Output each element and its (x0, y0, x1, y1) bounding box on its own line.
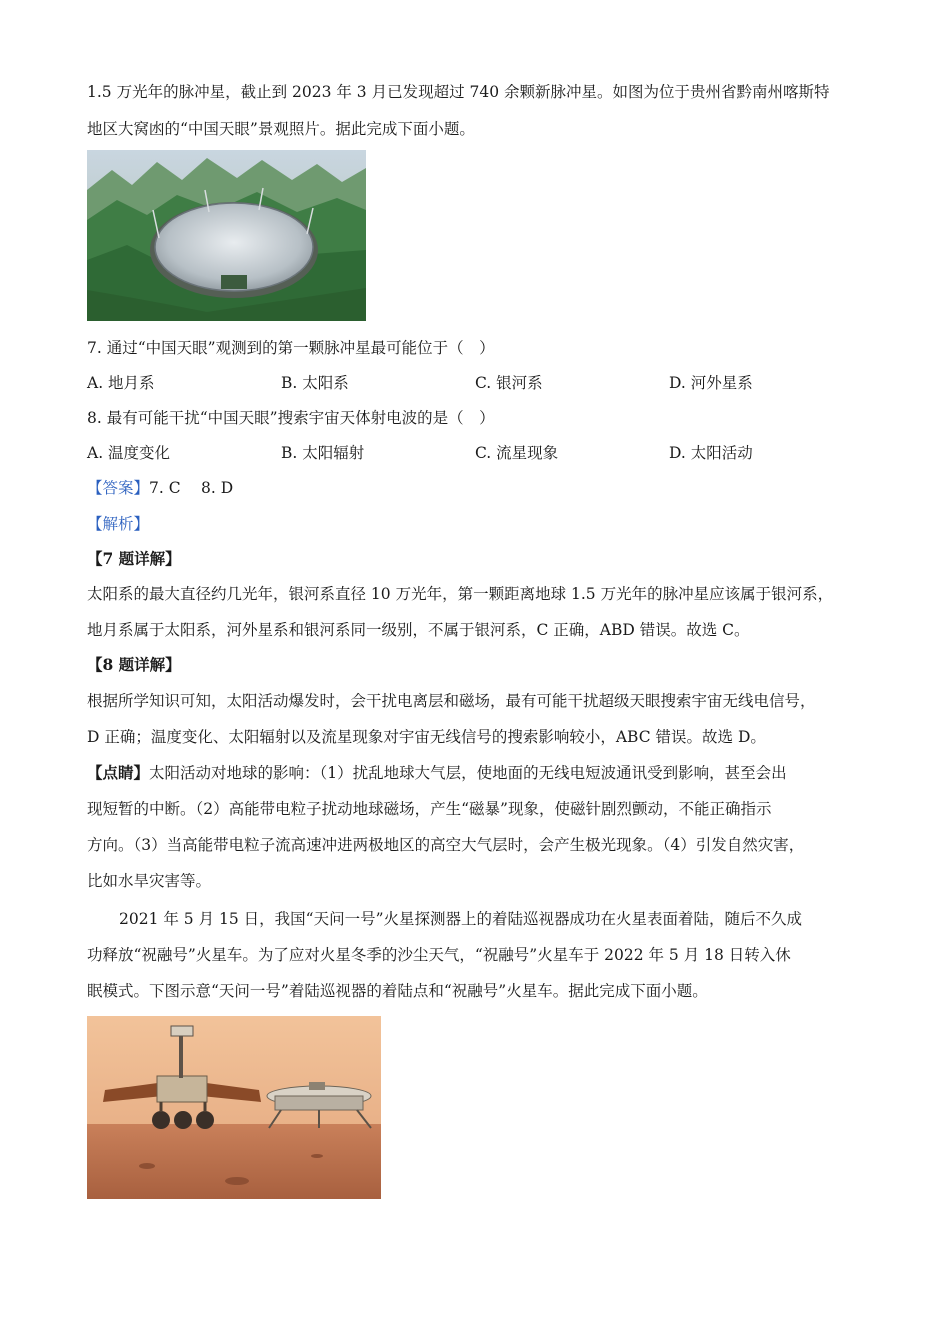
intro-line-1: 1.5 万光年的脉冲星，截止到 2023 年 3 月已发现超过 740 余颗新脉冲星。如图为位于贵州省黔南州喀斯特 (87, 83, 830, 101)
answer-tag: 【答案】 (87, 479, 150, 497)
analysis-tag: 【解析】 (87, 515, 150, 533)
question-7-option-a: A. 地月系 (87, 374, 155, 392)
detail-8-line-1: 根据所学知识可知，太阳活动爆发时，会干扰电离层和磁场，最有可能干扰超级天眼搜索宇宙无线电信号， (87, 692, 816, 710)
tip-line-2: 现短暂的中断。（2）高能带电粒子扰动地球磁场，产生“磁暴”现象，使磁针剧烈颤动，不能正确指示 (87, 800, 772, 818)
mars-rover-photo (87, 1016, 381, 1199)
question-8-option-a: A. 温度变化 (87, 444, 171, 462)
intro2-line-1: 2021 年 5 月 15 日，我国“天问一号”火星探测器上的着陆巡视器成功在火星表面着陆，随后不久成 (119, 910, 803, 928)
question-8-stem: 8. 最有可能干扰“中国天眼”搜索宇宙天体射电波的是（ ） (87, 409, 495, 427)
question-7-stem: 7. 通过“中国天眼”观测到的第一颗脉冲星最可能位于（ ） (87, 339, 495, 357)
intro-line-2: 地区大窝凼的“中国天眼”景观照片。据此完成下面小题。 (87, 120, 475, 138)
tip-line-4: 比如水旱灾害等。 (87, 872, 212, 890)
detail-8-title: 【8 题详解】 (87, 655, 181, 674)
question-7-option-b: B. 太阳系 (281, 374, 349, 392)
answer-line (87, 478, 233, 498)
tip-tag: 【点睛】 (87, 763, 150, 782)
fast-telescope-photo (87, 150, 366, 321)
tip-line-3: 方向。（3）当高能带电粒子流高速冲进两极地区的高空大气层时，会产生极光现象。（4）引发自然灾害， (87, 836, 805, 854)
question-7-option-c: C. 银河系 (475, 374, 543, 392)
detail-7-line-2: 地月系属于太阳系，河外星系和银河系同一级别，不属于银河系，C 正确，ABD 错误。故选 C。 (87, 621, 750, 639)
intro2-line-2: 功释放“祝融号”火星车。为了应对火星冬季的沙尘天气，“祝融号”火星车于 2022 年 5 月 18 日转入休 (87, 946, 791, 964)
question-8-option-d: D. 太阳活动 (669, 444, 753, 462)
detail-8-line-2: D 正确；温度变化、太阳辐射以及流星现象对宇宙无线信号的搜索影响较小，ABC 错误。故选 D。 (87, 728, 766, 746)
question-8-option-b: B. 太阳辐射 (281, 444, 365, 462)
tip-text-1: 太阳活动对地球的影响：（1）扰乱地球大气层，使地面的无线电短波通讯受到影响，甚至会出 (149, 764, 787, 782)
tip-line-1 (87, 763, 787, 783)
answer-text: 7. C 8. D (149, 479, 234, 497)
intro2-line-3: 眠模式。下图示意“天问一号”着陆巡视器的着陆点和“祝融号”火星车。据此完成下面小题。 (87, 982, 708, 1000)
detail-7-title: 【7 题详解】 (87, 549, 181, 568)
question-7-option-d: D. 河外星系 (669, 374, 753, 392)
question-8-option-c: C. 流星现象 (475, 444, 559, 462)
detail-7-line-1: 太阳系的最大直径约几光年，银河系直径 10 万光年，第一颗距离地球 1.5 万光年的脉冲星应该属于银河系， (87, 585, 834, 603)
